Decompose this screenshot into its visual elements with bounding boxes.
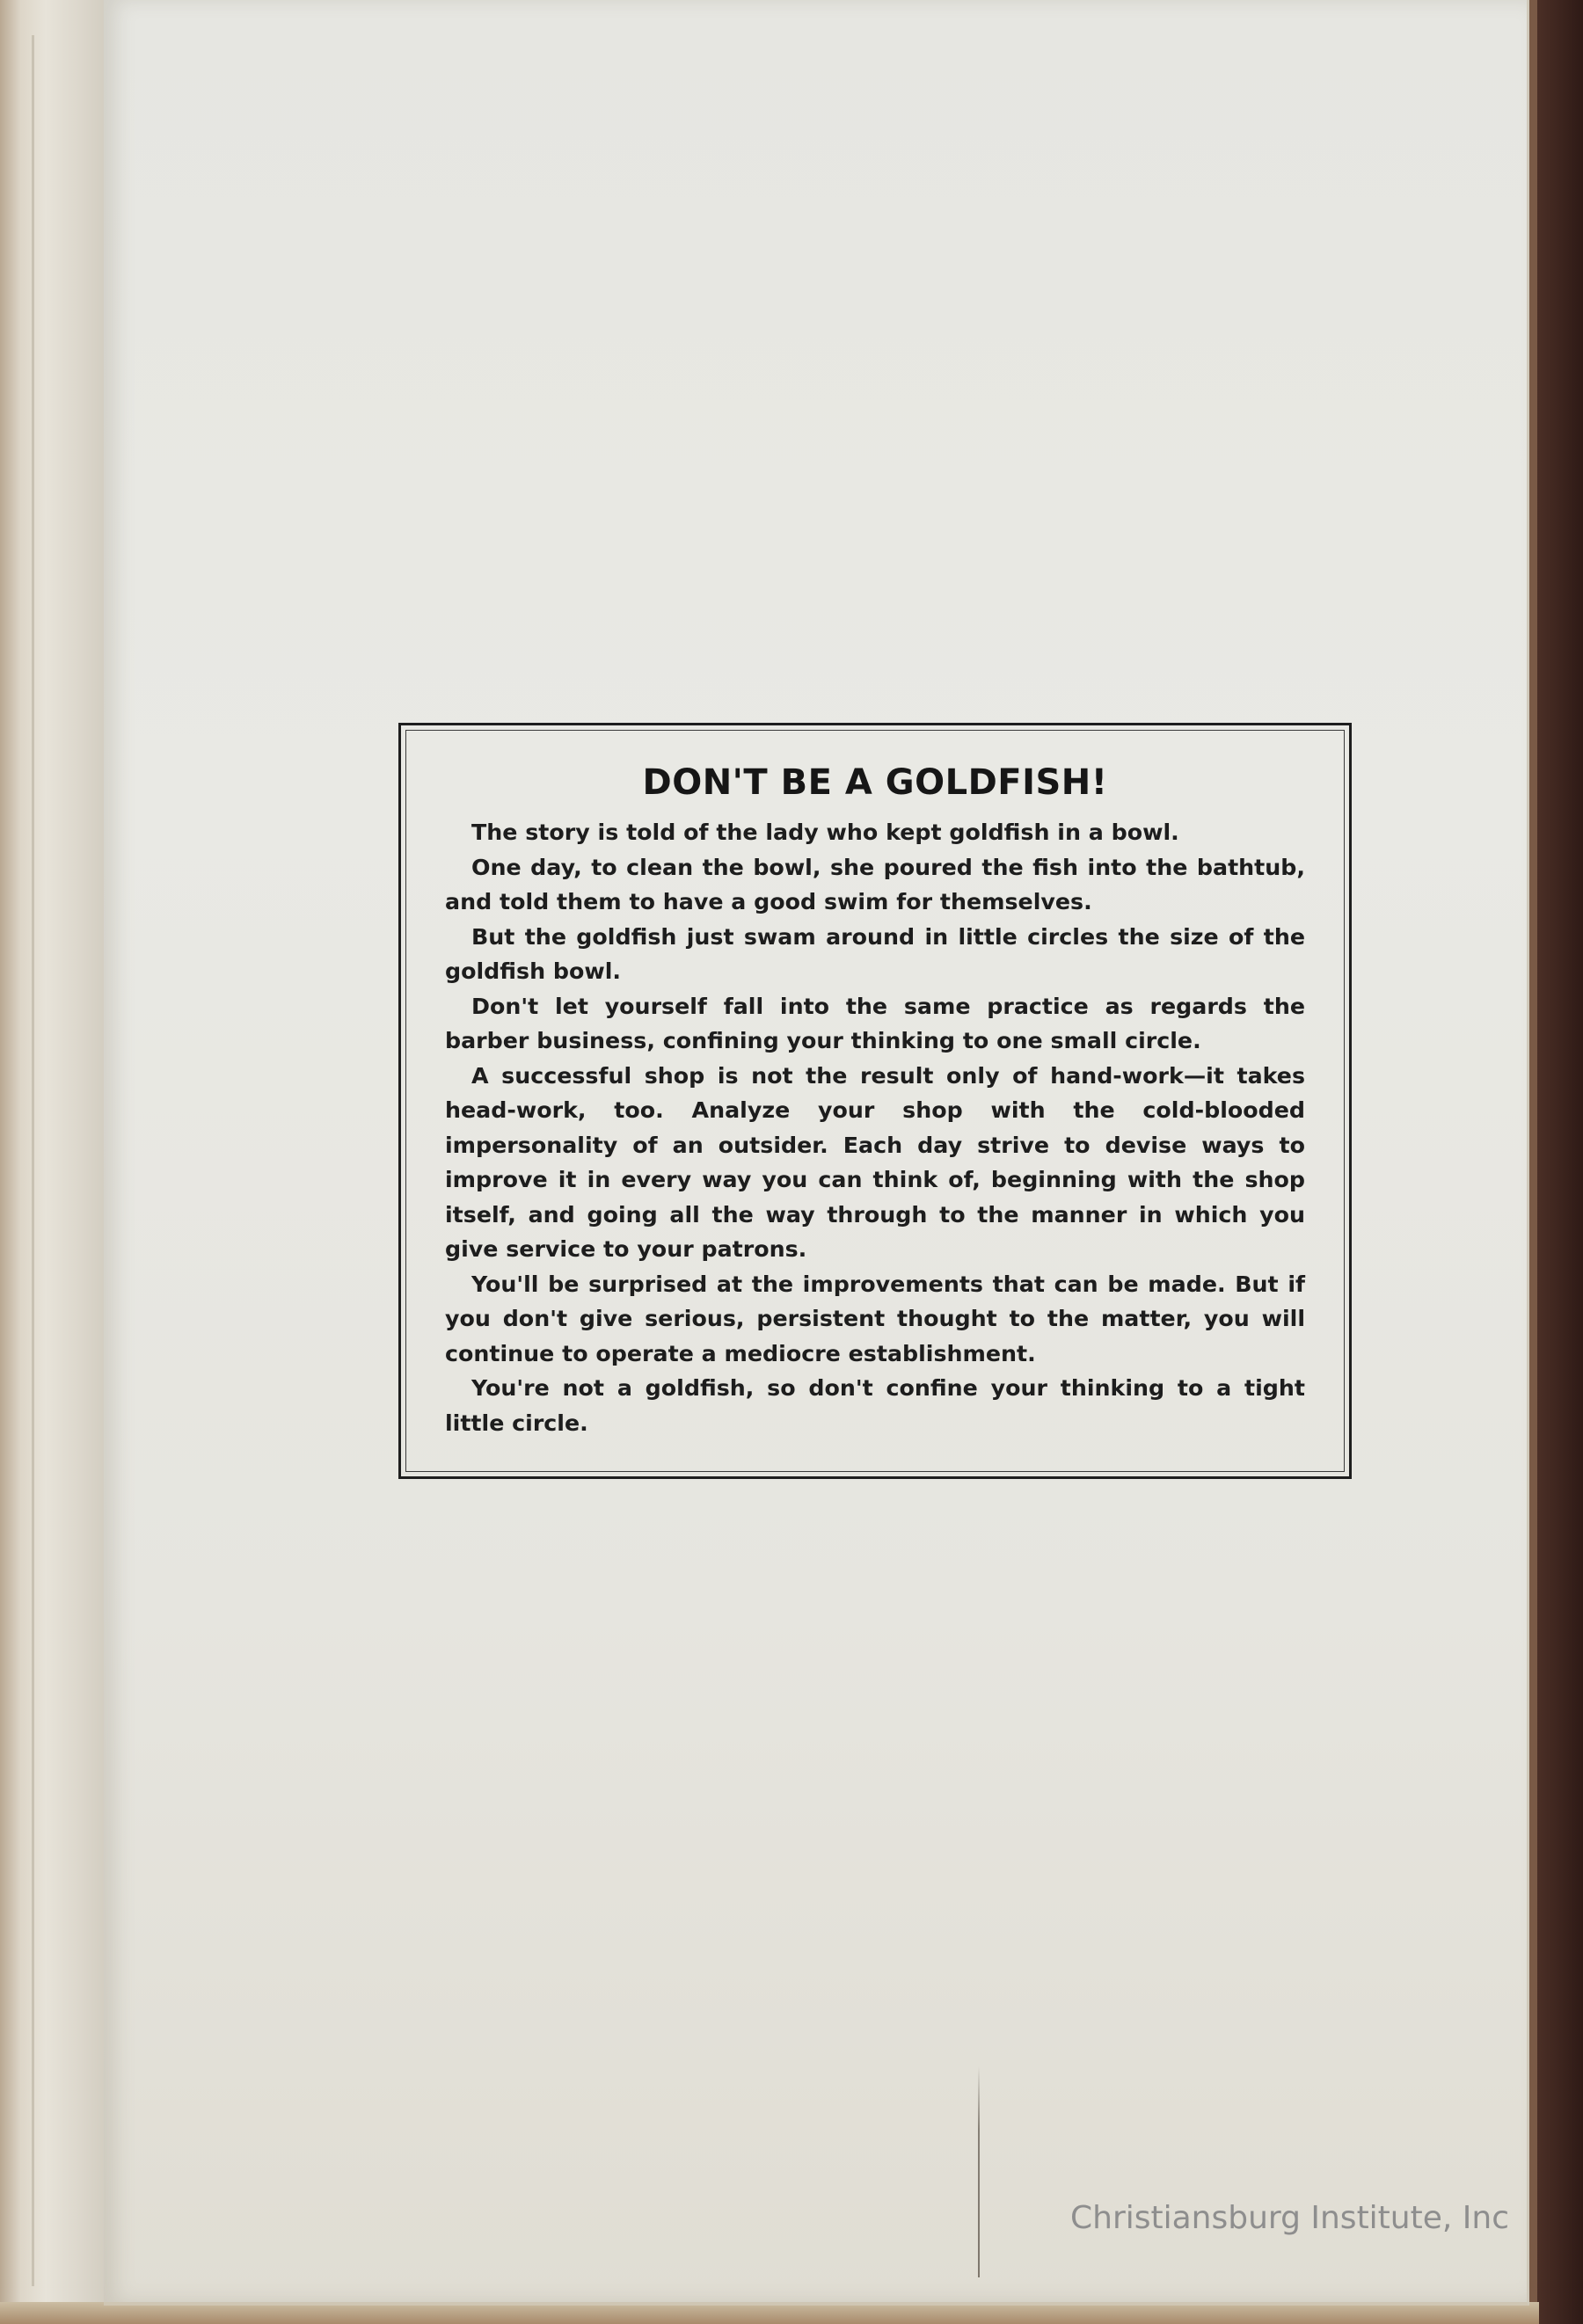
notice-paragraph: You'll be surprised at the improvements that can be made. But if you don't give serious, persistent thought to the matter, you will continue to operate a mediocre establishment. xyxy=(445,1271,1305,1366)
notice-paragraph: The story is told of the lady who kept goldfish in a bowl. xyxy=(471,820,1179,845)
notice-box xyxy=(398,723,1352,1479)
notice-paragraph: One day, to clean the bowl, she poured the fish into the bathtub, and told them to have a good swim for themselves. xyxy=(445,854,1305,914)
notice-paragraph: A successful shop is not the result only of hand-work—it takes head-work, too. Analyze your shop with the cold-blooded impersonality of an outsider. Each day strive to devise ways to improve it in every way you can think of, beginning with the shop itself, and going all the way through to the manner in which you give service to your patrons. xyxy=(445,1062,1305,1262)
page-crease xyxy=(978,2066,980,2277)
notice-paragraph: Don't let yourself fall into the same practice as regards the barber business, confining your thinking to one small circle. xyxy=(445,993,1305,1053)
book-spine xyxy=(0,0,116,2324)
notice-paragraph: But the goldfish just swam around in little circles the size of the goldfish bowl. xyxy=(445,923,1305,984)
watermark-text: Christiansburg Institute, Inc xyxy=(1069,2200,1509,2236)
notice-title: DON'T BE A GOLDFISH! xyxy=(642,762,1108,803)
spine-line xyxy=(32,35,34,2286)
backdrop-edge xyxy=(1537,0,1583,2324)
notice-paragraph: You're not a goldfish, so don't confine your thinking to a tight little circle. xyxy=(445,1375,1305,1436)
